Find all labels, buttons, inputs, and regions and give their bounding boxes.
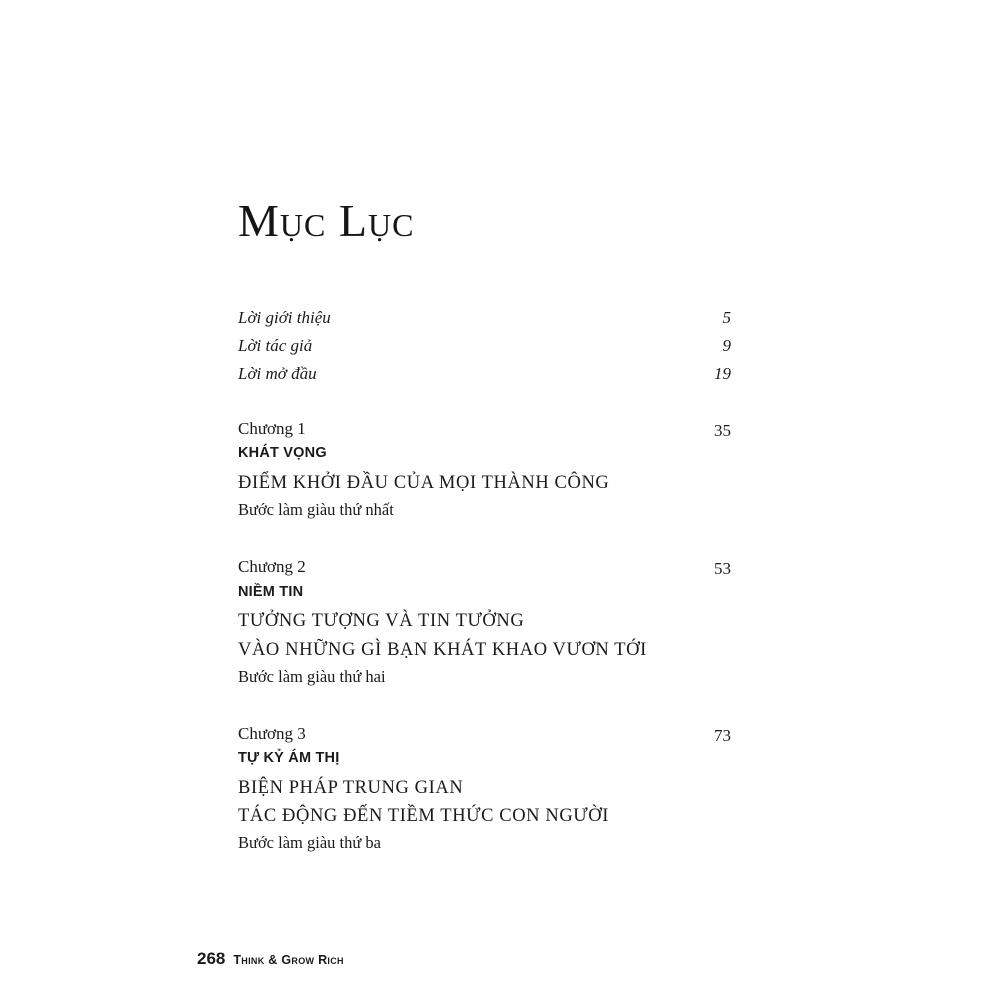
chapter-step: Bước làm giàu thứ hai [238,667,386,686]
chapter-subtitle: VÀO NHỮNG GÌ BẠN KHÁT KHAO VƯƠN TỚI [238,640,647,660]
chapter-name: TỰ KỶ ÁM THỊ [238,750,340,766]
chapter-subtitle: TÁC ĐỘNG ĐẾN TIỀM THỨC CON NGƯỜI [238,806,609,826]
chapter-label: Chương 2 [238,557,306,576]
chapter-step: Bước làm giàu thứ nhất [238,500,394,519]
chapter-name: KHÁT VỌNG [238,445,327,461]
chapter-label: Chương 1 [238,419,306,438]
toc-page-number: 53 [714,559,731,578]
chapter-subtitle: BIỆN PHÁP TRUNG GIAN [238,778,464,798]
toc-entry-foreword: Lời mở đầu [238,364,317,383]
toc-entry-intro: Lời giới thiệu [238,308,331,327]
toc-page-number: 19 [714,364,731,383]
chapter-subtitle: ĐIỂM KHỞI ĐẦU CỦA MỌI THÀNH CÔNG [238,473,610,493]
chapter-name: NIỀM TIN [238,584,304,600]
toc-page-number: 35 [714,421,731,440]
chapter-subtitle: TƯỞNG TƯỢNG VÀ TIN TƯỞNG [238,611,525,631]
page-title: Mục Lục [238,195,415,246]
chapter-step: Bước làm giàu thứ ba [238,833,381,852]
toc-page-number: 73 [714,726,731,745]
toc-entry-author-note: Lời tác giả [238,336,313,355]
footer-page-number: 268 [197,949,226,968]
chapter-label: Chương 3 [238,724,306,743]
toc-page-number: 9 [722,336,731,355]
footer-book-title: Think & Grow Rich [233,953,344,967]
toc-page-number: 5 [722,308,731,327]
page-footer [197,950,344,968]
